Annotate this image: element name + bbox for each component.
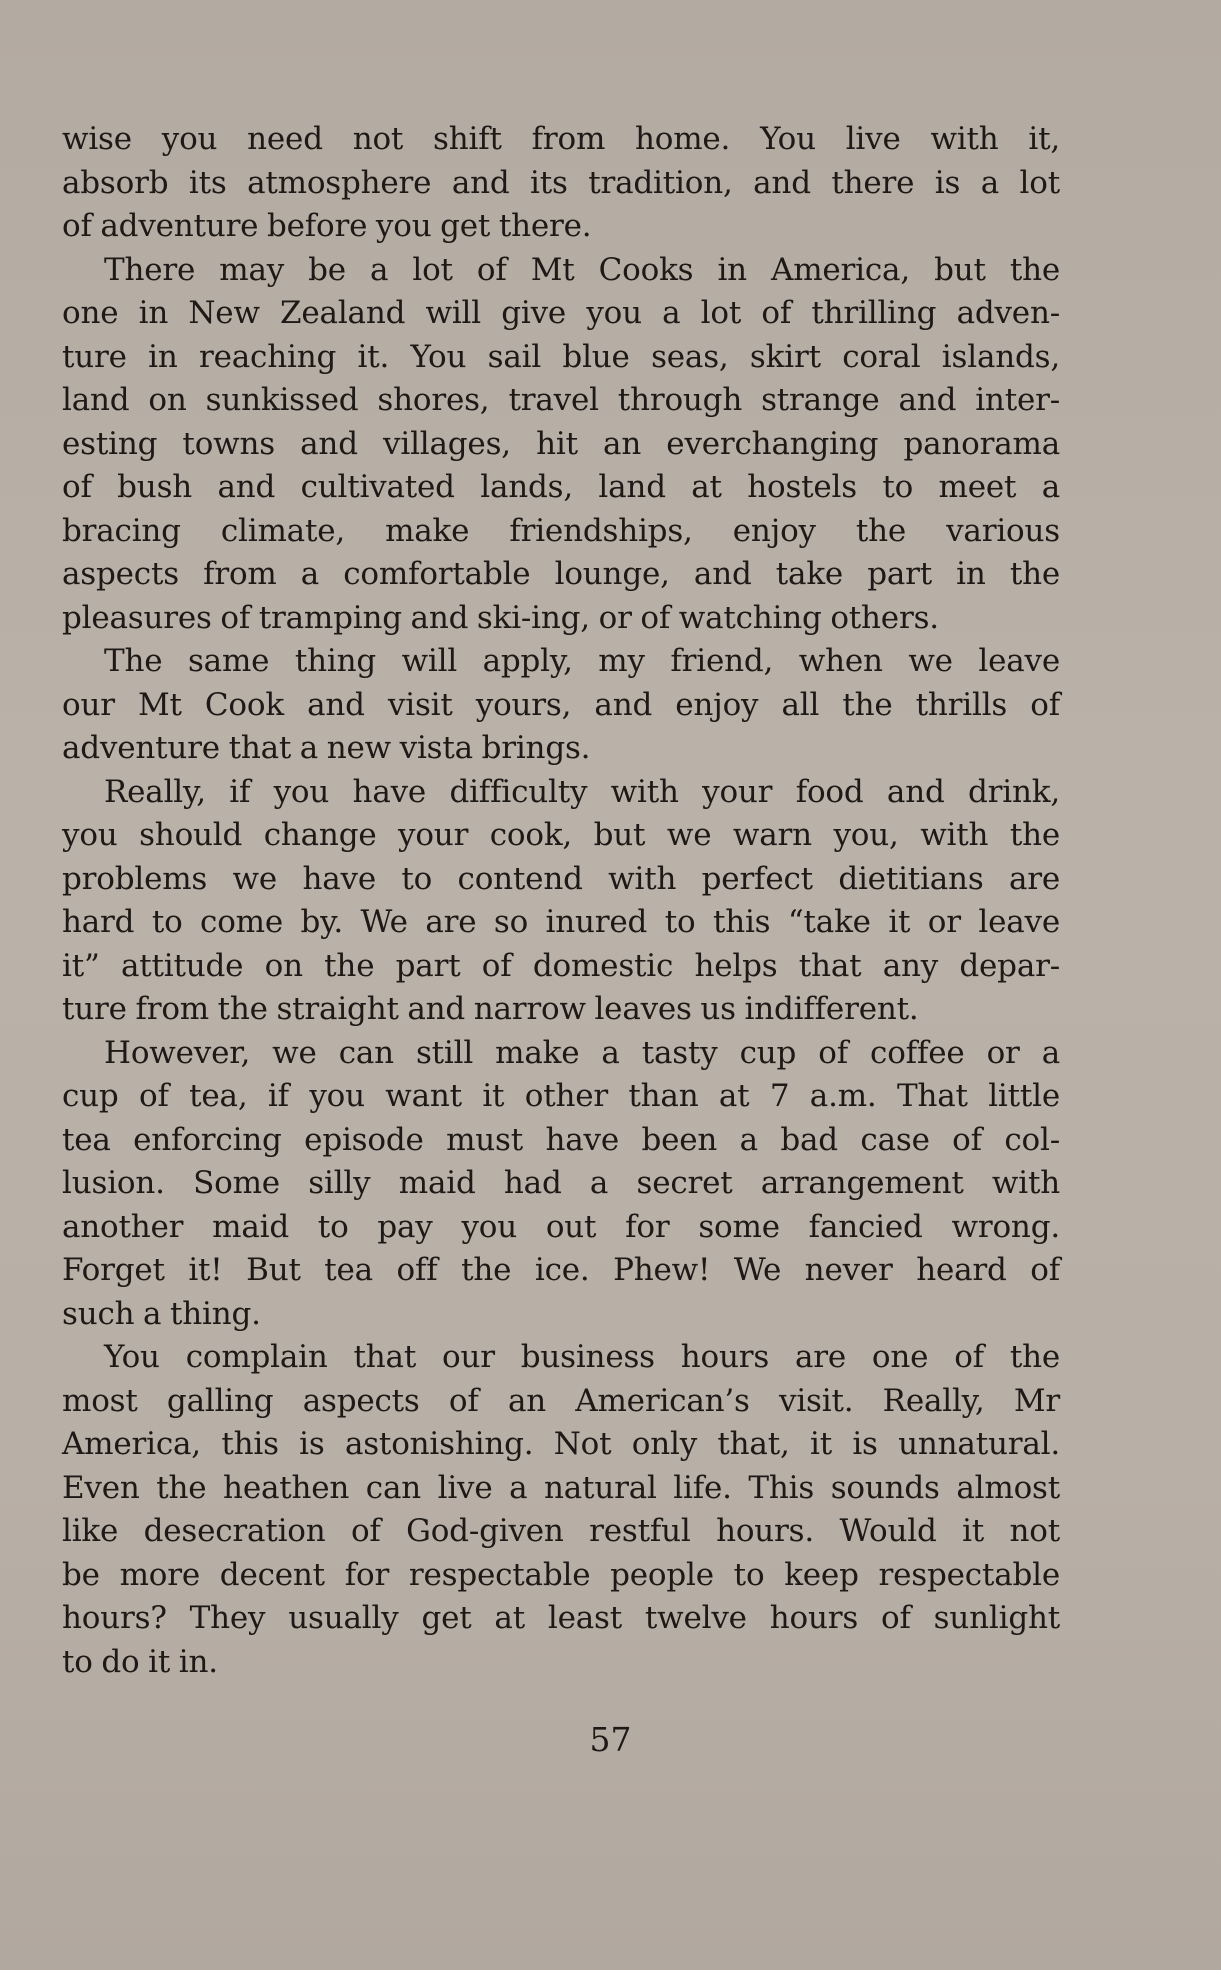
page-number: 57 xyxy=(589,1720,632,1759)
text-line: hard to come by. We are so inured to this “take it or leave xyxy=(62,904,1060,940)
text-line: ture from the straight and narrow leaves us indifferent. xyxy=(62,991,919,1027)
text-line: The same thing will apply, my friend, when we leave xyxy=(104,643,1060,679)
text-line: of adventure before you get there. xyxy=(62,208,592,244)
text-line: tea enforcing episode must have been a bad case of col- xyxy=(62,1121,1060,1158)
text-line: land on sunkissed shores, travel through strange and inter- xyxy=(62,382,1060,418)
text-line: You complain that our business hours are one of the xyxy=(104,1339,1060,1375)
text-line: one in New Zealand will give you a lot of thrilling adven- xyxy=(62,295,1060,331)
text-line: wise you need not shift from home. You live with it, xyxy=(62,121,1060,157)
text-line: esting towns and villages, hit an everchanging panorama xyxy=(62,425,1060,462)
body-text xyxy=(62,118,1060,1684)
text-line: pleasures of tramping and ski-ing, or of watching others. xyxy=(62,599,939,636)
text-line: most galling aspects of an American’s visit. Really, Mr xyxy=(62,1382,1060,1419)
text-line: another maid to pay you out for some fancied wrong. xyxy=(62,1208,1060,1245)
text-line: hours? They usually get at least twelve hours of sunlight xyxy=(62,1600,1060,1636)
text-line: There may be a lot of Mt Cooks in America, but the xyxy=(104,251,1060,288)
text-line: like desecration of God-given restful hours. Would it not xyxy=(62,1513,1060,1549)
text-line: you should change your cook, but we warn you, with the xyxy=(62,817,1060,853)
text-line: of bush and cultivated lands, land at hostels to meet a xyxy=(62,469,1060,505)
text-line: such a thing. xyxy=(62,1295,261,1332)
text-line: it” attitude on the part of domestic helps that any depar- xyxy=(62,947,1060,984)
text-line: ture in reaching it. You sail blue seas, skirt coral islands, xyxy=(62,338,1060,375)
text-line: Forget it! But tea off the ice. Phew! We never heard of xyxy=(62,1252,1060,1288)
text-line: adventure that a new vista brings. xyxy=(62,730,591,766)
text-line: America, this is astonishing. Not only that, it is unnatural. xyxy=(62,1426,1060,1462)
text-line: lusion. Some silly maid had a secret arrangement with xyxy=(62,1165,1060,1201)
text-line: aspects from a comfortable lounge, and take part in the xyxy=(62,556,1060,592)
text-line: to do it in. xyxy=(62,1643,218,1680)
text-line: problems we have to contend with perfect dietitians are xyxy=(62,860,1060,897)
text-line: However, we can still make a tasty cup of coffee or a xyxy=(104,1034,1060,1071)
text-line: bracing climate, make friendships, enjoy the various xyxy=(62,512,1060,549)
text-line: Really, if you have difficulty with your food and drink, xyxy=(104,773,1060,810)
text-line: cup of tea, if you want it other than at 7 a.m. That little xyxy=(62,1078,1060,1114)
text-line: Even the heathen can live a natural life. This sounds almost xyxy=(62,1469,1060,1506)
text-line: be more decent for respectable people to keep respectable xyxy=(62,1556,1060,1593)
text-line: absorb its atmosphere and its tradition, and there is a lot xyxy=(62,164,1060,201)
text-line: our Mt Cook and visit yours, and enjoy all the thrills of xyxy=(62,686,1060,723)
